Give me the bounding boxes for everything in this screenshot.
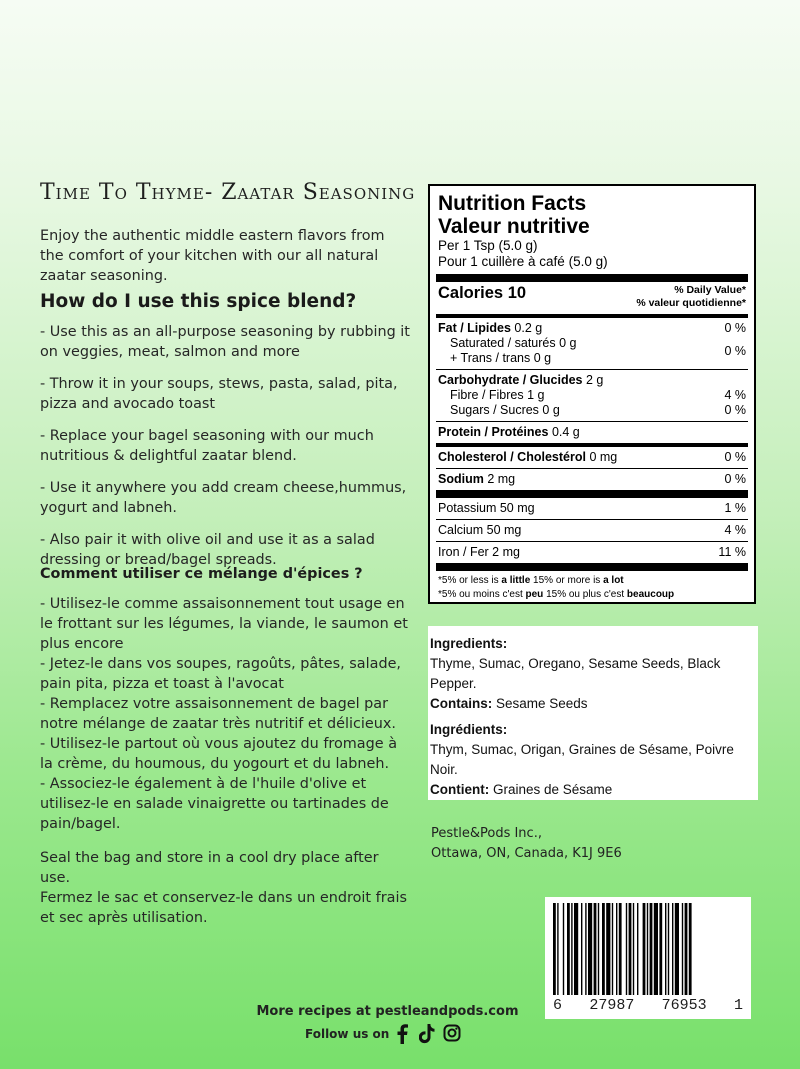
nutrition-footnote: [438, 571, 746, 602]
usage-tip: - Use it anywhere you add cream cheese,hummus, yogurt and labneh.: [40, 480, 407, 516]
fr-tip: - Jetez-le dans vos soupes, ragoûts, pâtes, salade, pain pita, pizza et toast à l'avocat: [40, 656, 402, 692]
usage-tips-list: [40, 322, 412, 582]
protein-amount: 0.4 g: [551, 425, 580, 439]
serving-size-en: Per 1 Tsp (5.0 g): [438, 238, 538, 253]
carb-label: Carbohydrate / Glucides: [438, 373, 583, 387]
follow-us: [305, 1024, 461, 1044]
barcode-bar: [585, 903, 586, 995]
sodium-amount: 2 mg: [487, 472, 516, 486]
sat-trans-percent: 0 %: [724, 343, 746, 358]
cholesterol-group: [438, 447, 746, 468]
iron-group: [438, 542, 746, 563]
barcode-digit-group: 27987: [589, 997, 635, 1014]
nutrition-title-en: Nutrition Facts: [438, 192, 587, 215]
barcode-bar: [685, 903, 688, 995]
sat-trans-row: [438, 336, 746, 366]
sugars-percent: 0 %: [724, 403, 746, 417]
fr-tip: - Utilisez-le comme assaisonnement tout usage en le frottant sur les légumes, la viande, le saumon et plus encore: [40, 596, 408, 652]
usage-heading: How do I use this spice blend?: [40, 291, 357, 312]
fr-tip: - Remplacez votre assaisonnement de bagel par notre mélange de zaatar très nutritif et délicieux.: [40, 696, 396, 732]
calcium-row: [438, 523, 746, 538]
potassium-label: Potassium 50 mg: [438, 501, 535, 515]
intro-text: Enjoy the authentic middle eastern flavors from the comfort of your kitchen with our all natural zaatar seasoning.: [40, 228, 385, 284]
follow-label: Follow us on: [305, 1027, 390, 1041]
divider: [436, 490, 748, 498]
carb-row: [438, 373, 746, 388]
cholesterol-amount: 0 mg: [589, 450, 618, 464]
fr-tip: - Associez-le également à de l'huile d'olive et utilisez-le en salade vinaigrette ou tartinades de pain/bagel.: [40, 776, 389, 832]
facebook-icon[interactable]: [395, 1024, 413, 1044]
barcode-bar: [616, 903, 617, 995]
fr-tips-list: [40, 594, 412, 834]
barcode-bar: [675, 903, 679, 995]
potassium-group: [438, 498, 746, 519]
ingredients-fr-heading: Ingrédients:: [430, 722, 508, 737]
fibre-label: Fibre / Fibres 1 g: [450, 388, 545, 402]
cholesterol-label: Cholesterol / Cholestérol: [438, 450, 586, 464]
barcode-bar: [606, 903, 610, 995]
saturated-fat: Saturated / saturés 0 g: [450, 336, 577, 350]
barcode-bar: [689, 903, 692, 995]
barcode-bar: [633, 903, 634, 995]
nutrition-title-fr: Valeur nutritive: [438, 215, 590, 238]
barcode-digit-group: 1: [733, 997, 743, 1014]
divider: [436, 563, 748, 571]
dv-fr: % valeur quotidienne*: [636, 297, 746, 309]
barcode-bar: [612, 903, 613, 995]
barcode-bar: [574, 903, 578, 995]
cholesterol-row: [438, 450, 746, 465]
divider: [436, 274, 748, 282]
fat-label: Fat / Lipides: [438, 321, 511, 335]
barcode-bar: [567, 903, 570, 995]
trans-fat: + Trans / trans 0 g: [450, 351, 552, 365]
barcode-bar: [650, 903, 653, 995]
carb-amount: 2 g: [585, 373, 604, 387]
barcode-bar: [665, 903, 666, 995]
ingredients-en: [430, 634, 756, 714]
potassium-percent: 1 %: [724, 501, 746, 515]
calcium-group: [438, 520, 746, 541]
contains-fr: Contient: Graines de Sésame: [430, 782, 613, 797]
usage-tip: - Use this as an all-purpose seasoning by rubbing it on veggies, meat, salmon and more: [40, 324, 410, 360]
barcode-bar: [647, 903, 648, 995]
calories-row: [438, 282, 746, 314]
barcode-bar: [563, 903, 564, 995]
barcode-bar: [629, 903, 632, 995]
barcode-bars: [553, 903, 743, 995]
nutrition-facts-table: [428, 184, 756, 604]
barcode-bar: [637, 903, 638, 995]
fibre-row: [438, 388, 746, 403]
fat-amount: 0.2 g: [514, 321, 543, 335]
calcium-label: Calcium 50 mg: [438, 523, 522, 537]
fat-group: [438, 318, 746, 369]
barcode-bar: [553, 903, 556, 995]
ingredients-panel: [428, 626, 758, 800]
protein-row: [438, 425, 746, 440]
fibre-percent: 4 %: [724, 388, 746, 402]
usage-tip: - Throw it in your soups, stews, pasta, salad, pita, pizza and avocado toast: [40, 376, 398, 412]
barcode-bar: [654, 903, 658, 995]
fr-tip: - Utilisez-le partout où vous ajoutez du fromage à la crème, du houmous, du yogourt et du labneh.: [40, 736, 398, 772]
ingredients-en-heading: Ingredients:: [430, 636, 508, 651]
fat-percent: 0 %: [724, 321, 746, 335]
footnote-en: *5% or less is a little 15% or more is a lot: [438, 575, 624, 586]
barcode-bar: [659, 903, 662, 995]
usage-tip: - Replace your bagel seasoning with our much nutritious & delightful zaatar blend.: [40, 428, 374, 464]
barcode-digit-group: 6: [553, 997, 563, 1014]
storage-fr: Fermez le sac et conservez-le dans un endroit frais et sec après utilisation.: [40, 890, 407, 926]
barcode-bar: [594, 903, 597, 995]
potassium-row: [438, 501, 746, 516]
barcode-bar: [668, 903, 669, 995]
cholesterol-percent: 0 %: [724, 450, 746, 464]
contains-en: Contains: Sesame Seeds: [430, 696, 588, 711]
usage-tip: - Also pair it with olive oil and use it as a salad dressing or bread/bagel spreads.: [40, 532, 375, 568]
barcode-bar: [581, 903, 582, 995]
calories-value: Calories 10: [438, 284, 527, 302]
company-address: [431, 824, 622, 864]
carb-group: [438, 370, 746, 421]
barcode-bar: [598, 903, 599, 995]
calcium-percent: 4 %: [724, 523, 746, 537]
storage-en: Seal the bag and store in a cool dry place after use.: [40, 850, 379, 886]
recipes-link[interactable]: More recipes at pestleandpods.com: [256, 1004, 519, 1019]
barcode-bar: [588, 903, 592, 995]
serving-size-fr: Pour 1 cuillère à café (5.0 g): [438, 254, 608, 269]
ingredients-fr-list: Thym, Sumac, Origan, Graines de Sésame, Poivre Noir.: [430, 742, 734, 777]
footnote-fr: *5% ou moins c'est peu 15% ou plus c'est beaucoup: [438, 589, 675, 600]
company-location: Ottawa, ON, Canada, K1J 9E6: [431, 846, 622, 861]
dv-en: % Daily Value*: [674, 284, 746, 296]
barcode-digit-group: 76953: [661, 997, 707, 1014]
barcode-bar: [672, 903, 673, 995]
sodium-label: Sodium: [438, 472, 484, 486]
sugars-row: [438, 403, 746, 418]
barcode-bar: [682, 903, 683, 995]
tiktok-icon[interactable]: [419, 1024, 437, 1044]
sugars-label: Sugars / Sucres 0 g: [450, 403, 560, 417]
protein-group: [438, 422, 746, 443]
iron-row: [438, 545, 746, 560]
fat-row: [438, 321, 746, 336]
barcode-bar: [602, 903, 605, 995]
instagram-icon[interactable]: [443, 1024, 461, 1044]
barcode-bar: [626, 903, 627, 995]
iron-label: Iron / Fer 2 mg: [438, 545, 520, 559]
sodium-group: [438, 469, 746, 490]
barcode: [545, 897, 751, 1019]
storage-instructions: [40, 848, 412, 928]
ingredients-fr: [430, 720, 756, 800]
fr-usage-heading: Comment utiliser ce mélange d'épices ?: [40, 566, 363, 582]
product-title: Time To Thyme- Zaatar Seasoning: [40, 180, 416, 205]
sodium-row: [438, 472, 746, 487]
barcode-bar: [557, 903, 558, 995]
daily-value-header: [636, 284, 746, 310]
protein-label: Protein / Protéines: [438, 425, 549, 439]
iron-percent: 11 %: [718, 545, 746, 559]
sodium-percent: 0 %: [724, 472, 746, 486]
ingredients-en-list: Thyme, Sumac, Oregano, Sesame Seeds, Black Pepper.: [430, 656, 721, 691]
barcode-bar: [571, 903, 572, 995]
barcode-bar: [619, 903, 622, 995]
barcode-bar: [643, 903, 646, 995]
company-name: Pestle&Pods Inc.,: [431, 826, 542, 841]
